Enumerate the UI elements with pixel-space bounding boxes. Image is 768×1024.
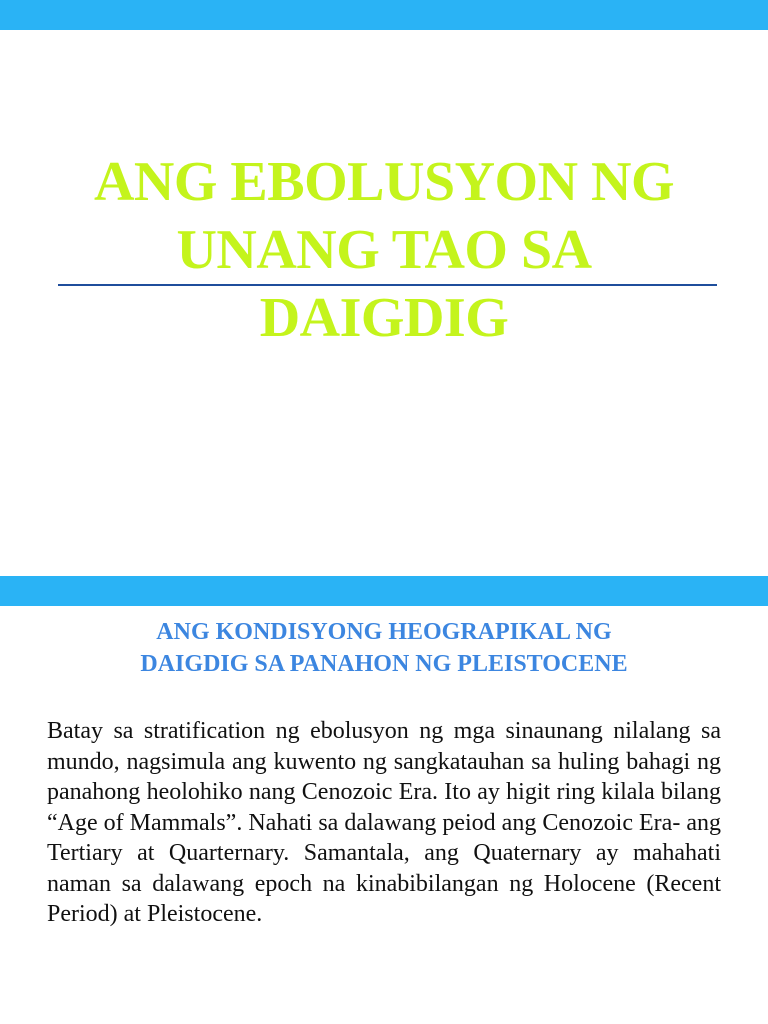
section-heading-line-2: DAIGDIG SA PANAHON NG PLEISTOCENE xyxy=(140,651,628,677)
slide-title-line-2: UNANG TAO SA xyxy=(176,219,592,281)
top-accent-bar xyxy=(0,0,768,30)
slide-title xyxy=(40,148,728,352)
slide-title-line-1: ANG EBOLUSYON NG xyxy=(93,151,675,213)
title-divider xyxy=(58,284,717,286)
body-paragraph: Batay sa stratification ng ebolusyon ng mga sinaunang nilalang sa mundo, nagsimula ang kuwento ng sangkatauhan sa huling bahagi ng panahong heolohiko nang Cenozoic Era. Ito ay higit ring kilala bilang “Age of Mammals”. Nahati sa dalawang peiod ang Cenozoic Era- ang Tertiary at Quarternary. Samantala, ang Quaternary ay mahahati naman sa dalawang epoch na kinabibilangan ng Holocene (Recent Period) at Pleistocene. xyxy=(47,718,721,927)
slide-title-line-3: DAIGDIG xyxy=(259,287,509,349)
section-heading xyxy=(30,616,738,680)
section-heading-line-1: ANG KONDISYONG HEOGRAPIKAL NG xyxy=(156,619,612,645)
section-accent-bar xyxy=(0,576,768,606)
